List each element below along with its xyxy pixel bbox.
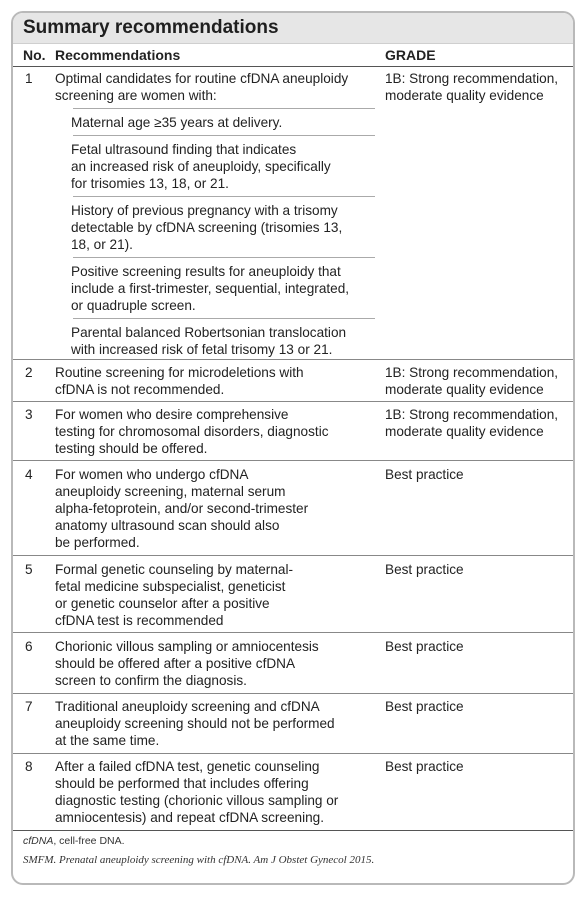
row-7-grade: Best practice <box>385 699 464 714</box>
row-8-number: 8 <box>25 759 33 774</box>
row-2-grade: 1B: Strong recommendation, moderate quality evidence <box>385 365 559 397</box>
table-title: Summary recommendations <box>23 17 279 38</box>
row-2-text: Routine screening for microdeletions with cfDNA is not recommended. <box>55 365 304 397</box>
footnote-abbreviation: cfDNA <box>23 835 54 847</box>
row-7-text: Traditional aneuploidy screening and cfDNA aneuploidy screening should not be performed at the same time. <box>55 699 335 748</box>
row-1-number: 1 <box>25 71 33 86</box>
header-no: No. <box>23 47 46 63</box>
row-6-grade: Best practice <box>385 639 464 654</box>
subitem-1: Maternal age ≥35 years at delivery. <box>71 115 283 130</box>
row-rule <box>13 460 573 461</box>
header-rule <box>13 66 573 67</box>
row-2-number: 2 <box>25 365 33 380</box>
row-rule <box>13 632 573 633</box>
row-5-grade: Best practice <box>385 562 464 577</box>
row-6-number: 6 <box>25 639 33 654</box>
row-8-grade: Best practice <box>385 759 464 774</box>
row-1-text: Optimal candidates for routine cfDNA aneuploidy screening are women with: <box>55 71 349 103</box>
subitem-divider <box>73 257 375 258</box>
row-rule <box>13 359 573 360</box>
summary-table-panel <box>11 11 575 885</box>
footnote-definition: , cell-free DNA. <box>53 835 125 847</box>
row-3-text: For women who desire comprehensive testing for chromosomal disorders, diagnostic testing should be offered. <box>55 407 329 456</box>
row-4-text: For women who undergo cfDNA aneuploidy screening, maternal serum alpha-fetoprotein, and/or second-trimester anatomy ultrasound scan should also be performed. <box>55 467 309 550</box>
citation: SMFM. Prenatal aneuploidy screening with cfDNA. Am J Obstet Gynecol 2015. <box>23 854 375 866</box>
row-6-text: Chorionic villous sampling or amniocentesis should be offered after a positive cfDNA screen to confirm the diagnosis. <box>55 639 319 688</box>
row-5-text: Formal genetic counseling by maternal- fetal medicine subspecialist, geneticist or genetic counselor after a positive cfDNA test is recommended <box>55 562 294 628</box>
row-5-number: 5 <box>25 562 33 577</box>
subitem-3: History of previous pregnancy with a trisomy detectable by cfDNA screening (trisomies 13, 18, or 21). <box>71 203 343 252</box>
table-bottom-rule <box>13 830 573 831</box>
table-header <box>13 44 573 66</box>
row-3-grade: 1B: Strong recommendation, moderate quality evidence <box>385 407 559 439</box>
row-7-number: 7 <box>25 699 33 714</box>
header-grade: GRADE <box>385 47 436 63</box>
subitem-5: Parental balanced Robertsonian translocation with increased risk of fetal trisomy 13 or 21. <box>71 325 347 357</box>
row-rule <box>13 693 573 694</box>
row-8-text: After a failed cfDNA test, genetic counseling should be performed that includes offering diagnostic testing (chorionic villous sampling or amniocentesis) and repeat cfDNA screening. <box>55 759 339 825</box>
row-3-number: 3 <box>25 407 33 422</box>
row-4-number: 4 <box>25 467 33 482</box>
subitem-divider <box>73 196 375 197</box>
subitem-divider <box>73 318 375 319</box>
row-rule <box>13 401 573 402</box>
subitem-2: Fetal ultrasound finding that indicates an increased risk of aneuploidy, specifically for trisomies 13, 18, or 21. <box>71 142 331 191</box>
header-recommendations: Recommendations <box>55 47 181 63</box>
abbreviation-footnote <box>23 835 125 847</box>
subitem-divider <box>73 108 375 109</box>
row-1-grade: 1B: Strong recommendation, moderate quality evidence <box>385 71 559 103</box>
row-rule <box>13 753 573 754</box>
row-4-grade: Best practice <box>385 467 464 482</box>
subitem-4: Positive screening results for aneuploidy that include a first-trimester, sequential, integrated, or quadruple screen. <box>71 264 350 313</box>
subitem-divider <box>73 135 375 136</box>
row-rule <box>13 555 573 556</box>
